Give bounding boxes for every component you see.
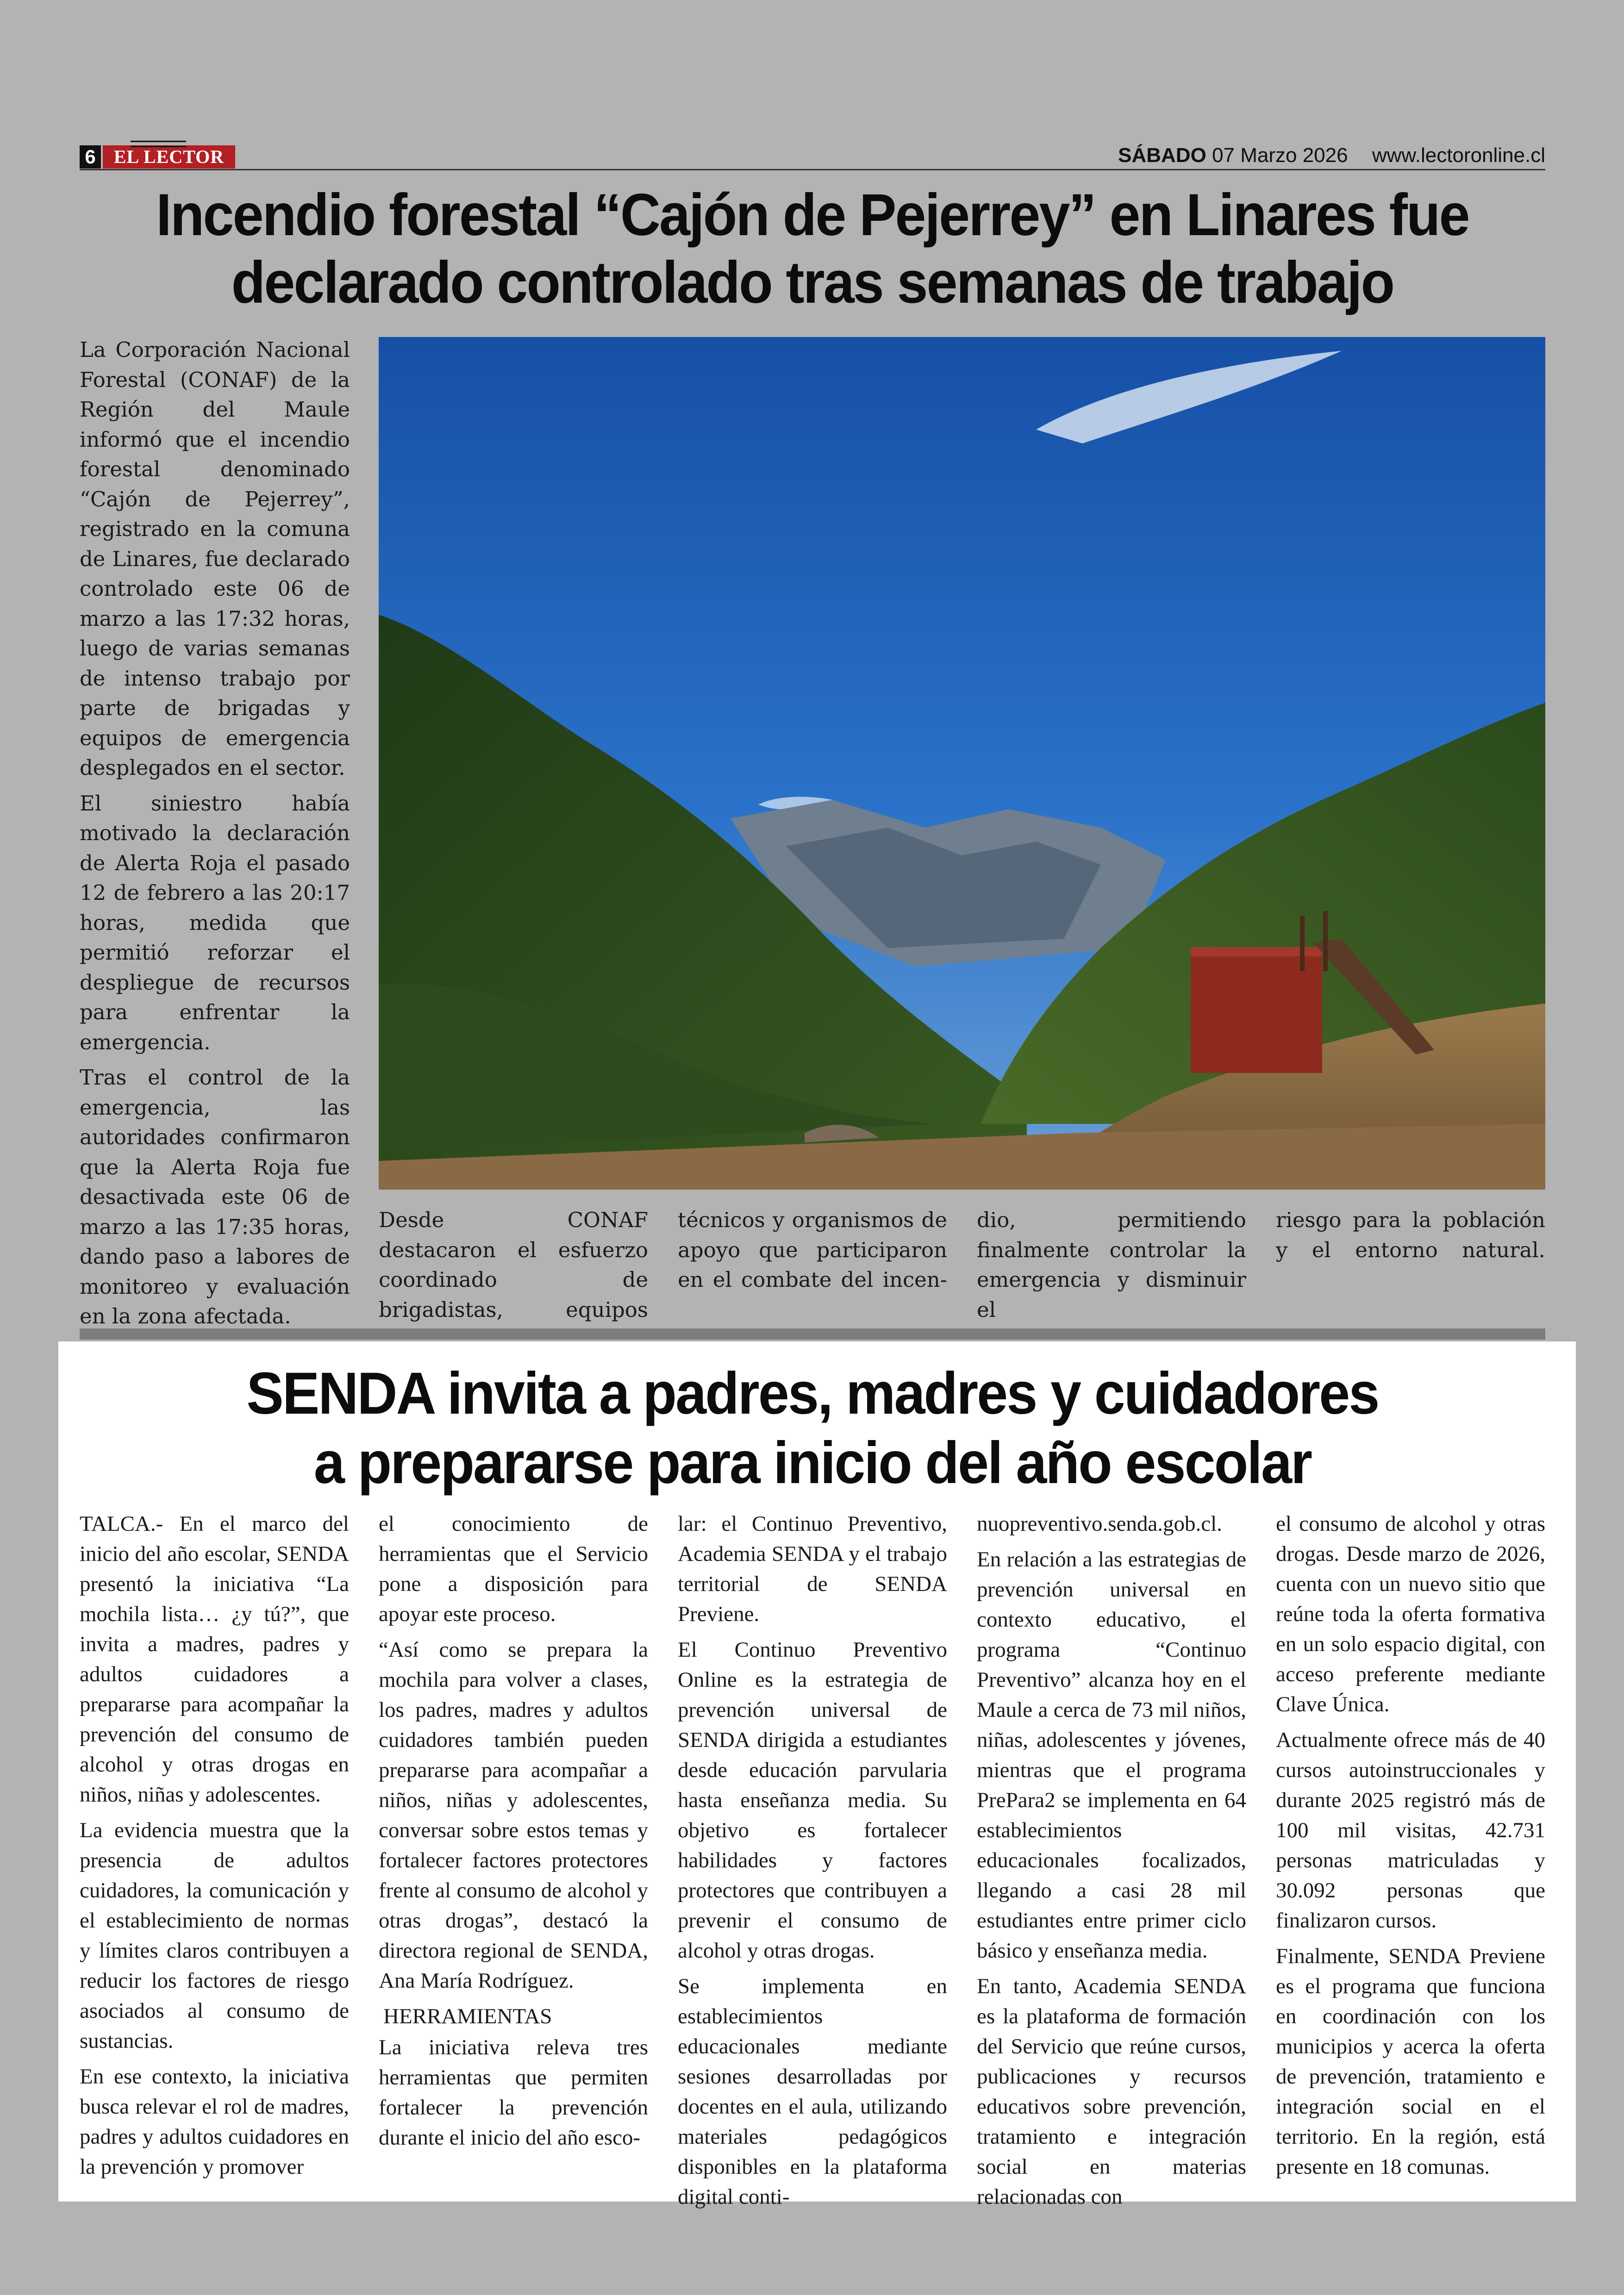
article1-bottom-column: Desde CONAF destacaron el esfuerzo coordinado de brigadistas, equipos [379, 1208, 648, 1322]
article1-bottom-column: técnicos y organismos de apoyo que participaron en el combate del incen- [678, 1208, 947, 1292]
article2-paragraph: Se implementa en establecimientos educacionales mediante sesiones desarrolladas por docentes en el aula, utilizando materiales pedagógicos disponibles en la plataforma digital conti- [678, 1974, 947, 2209]
article2-paragraph: Finalmente, SENDA Previene es el programa que funciona en coordinación con los municipios y acerca la oferta de prevención, tratamiento e integración social en el territorio. En la región, está presente en 18 comunas. [1276, 1944, 1545, 2179]
website-link[interactable]: www.lectoronline.cl [1372, 144, 1545, 167]
article1-photo [379, 337, 1545, 1190]
article2-column-3 [678, 1509, 947, 2209]
issue-weekday: SÁBADO [1118, 144, 1206, 167]
article1-bottom-column: dio, permitiendo finalmente controlar la emergencia y disminuir el [977, 1208, 1246, 1322]
article1-paragraph: El siniestro había motivado la declaración de Alerta Roja el pasado 12 de febrero a las 20:17 horas, medida que permitió reforzar el despliegue de recursos para enfrentar la emergencia. [80, 791, 350, 1054]
mountain-valley-photo [379, 337, 1545, 1190]
article2-paragraph: lar: el Continuo Preventivo, Academia SENDA y el trabajo territorial de SENDA Previene. [678, 1512, 947, 1626]
article2-paragraph: nuopreventivo.senda.gob.cl. [977, 1512, 1222, 1536]
article1-paragraph: La Corporación Nacional Forestal (CONAF) de la Región del Maule informó que el incendio forestal denominado “Cajón de Pejerrey”, registrado en la comuna de Linares, fue declarado controlado este 06 de marzo a las 17:32 horas, luego de varias semanas de intenso trabajo por parte de brigadas y equipos de emergencia desplegados en el sector. [80, 337, 350, 780]
article2-column-1 [80, 1509, 349, 2189]
article2-columns [80, 1509, 1545, 2209]
article1-paragraph: Tras el control de la emergencia, las autoridades confirmaron que la Alerta Roja fue desactivada este 06 de marzo a las 17:35 horas, dando paso a labores de monitoreo y evaluación en la zona afectada. [80, 1065, 350, 1328]
article2-paragraph: TALCA.- En el marco del inicio del año escolar, SENDA presentó la iniciativa “La mochila lista… ¿y tú?”, que invita a madres, padres y adultos cuidadores a prepararse para acompañar la prevención del consumo de alcohol y otras drogas en niños, niñas y adolescentes. [80, 1512, 349, 1807]
article2-paragraph: “Así como se prepara la mochila para volver a clases, los padres, madres y adultos cuidadores también pueden prepararse para acompañar a niños, niñas y adolescentes, conversar sobre estos temas y fortalecer factores protectores frente al consumo de alcohol y otras drogas”, destacó la directora regional de SENDA, Ana María Rodríguez. [379, 1638, 648, 1993]
article2-headline-line2: a prepararse para inicio del año escolar [313, 1430, 1312, 1496]
article2-column-4 [977, 1509, 1246, 2209]
newspaper-logo: EL LECTOR [103, 145, 235, 168]
header-rule [80, 169, 1545, 170]
article2-paragraph: En ese contexto, la iniciativa busca relevar el rol de madres, padres y adultos cuidadores en la prevención y promover [80, 2064, 349, 2179]
article2-headline-line1: SENDA invita a padres, madres y cuidadores [246, 1360, 1379, 1427]
page-number: 6 [80, 145, 101, 168]
article2-paragraph: El Continuo Preventivo Online es la estrategia de prevención universal de SENDA dirigida a estudiantes desde educación parvularia hasta enseñanza media. Su objetivo es fortalecer habilidades y factores protectores que contribuyen a prevenir el consumo de alcohol y otras drogas. [678, 1638, 947, 1963]
issue-date: 07 Marzo 2026 [1212, 144, 1348, 167]
article2-paragraph: La evidencia muestra que la presencia de adultos cuidadores, la comunicación y el establecimiento de normas y límites claros contribuyen a reducir los factores de riesgo asociados al consumo de sustancias. [80, 1818, 349, 2053]
article2-paragraph: La iniciativa releva tres herramientas que permiten fortalecer la prevención durante el inicio del año esco- [379, 2035, 648, 2150]
article1-lead-column [80, 335, 350, 1337]
article2-subheading: HERRAMIENTAS [383, 2004, 552, 2028]
article2-column-5 [1276, 1509, 1545, 2189]
article2-paragraph: el conocimiento de herramientas que el Servicio pone a disposición para apoyar este proceso. [379, 1512, 648, 1626]
article2-column-2 [379, 1509, 648, 2189]
article1-bottom-column: riesgo para la población y el entorno natural. [1276, 1208, 1545, 1262]
article2-headline [124, 1359, 1501, 1498]
article1-headline: Incendio forestal “Cajón de Pejerrey” en Linares fue declarado controlado tras semanas de trabajo [156, 182, 1469, 316]
article2-paragraph: Actualmente ofrece más de 40 cursos autoinstruccionales y durante 2025 registró más de 100 mil visitas, 42.731 personas matriculadas y 30.092 personas que finalizaron cursos. [1276, 1728, 1545, 1933]
section-divider [80, 1328, 1545, 1340]
article2-paragraph: En relación a las estrategias de prevención universal en contexto educativo, el programa “Continuo Preventivo” alcanza hoy en el Maule a cerca de 73 mil niños, niñas, adolescentes y jóvenes, mientras que el programa PrePara2 se implementa en 64 establecimientos educacionales focalizados, llegando a casi 28 mil estudiantes entre primer ciclo básico y enseñanza media. [977, 1547, 1246, 1963]
article2-paragraph: el consumo de alcohol y otras drogas. Desde marzo de 2026, cuenta con un nuevo sitio que reúne toda la oferta formativa en un solo espacio digital, con acceso preferente mediante Clave Única. [1276, 1512, 1545, 1716]
issue-info [1118, 143, 1545, 168]
article2-paragraph: En tanto, Academia SENDA es la plataforma de formación del Servicio que reúne cursos, publicaciones y recursos educativos sobre prevención, tratamiento e integración social en materias relacionadas con [977, 1974, 1246, 2209]
article2-panel [58, 1341, 1576, 2209]
article1-bottom-columns [379, 1205, 1545, 1322]
masthead [80, 143, 1545, 170]
